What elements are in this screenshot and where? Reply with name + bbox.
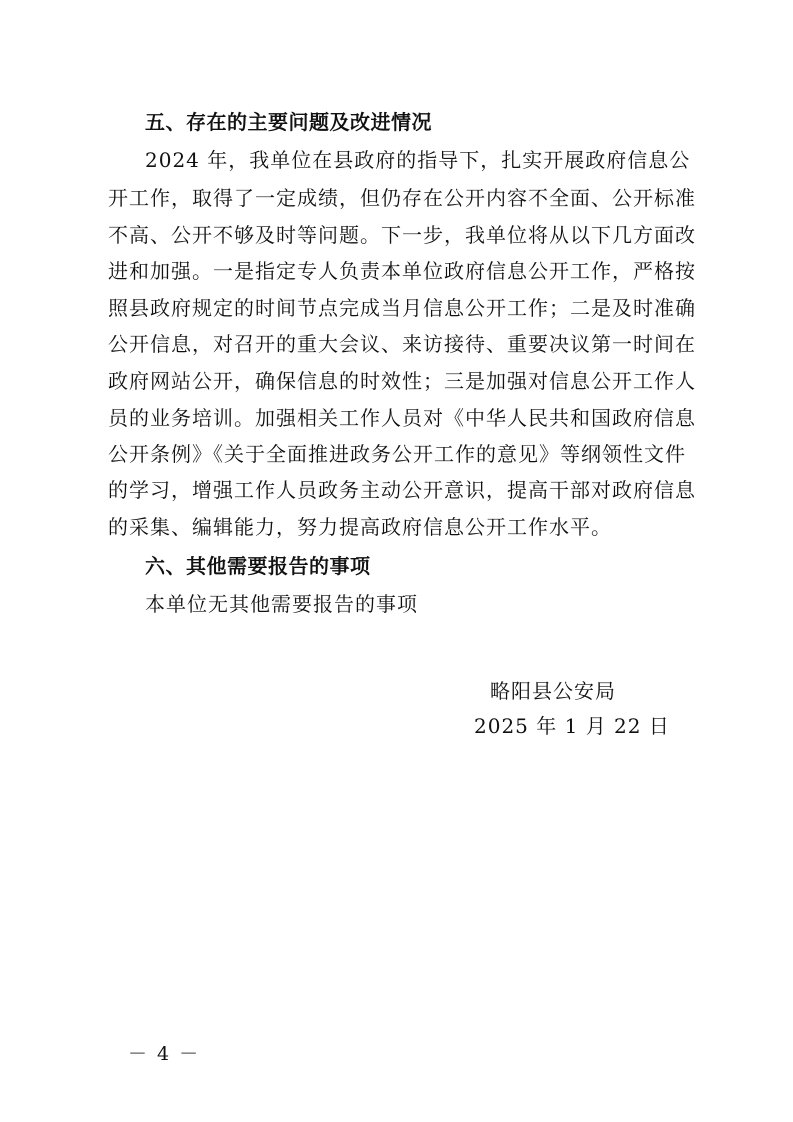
section-5-line-1: 2024 年，我单位在县政府的指导下，扎实开展政府信息公 [145,148,691,172]
section-5-line-9: 公开条例》《关于全面推进政务公开工作的意见》等纲领性文件 [108,442,686,466]
section-5-line-5: 照县政府规定的时间节点完成当月信息公开工作；二是及时准确 [108,296,696,320]
page-number: － 4 － [128,1043,201,1065]
section-5-line-11: 的采集、编辑能力，努力提高政府信息公开工作水平。 [108,515,612,539]
signature-organization: 略阳县公安局 [490,679,616,703]
section-5-line-4: 进和加强。一是指定专人负责本单位政府信息公开工作，严格按 [108,259,696,283]
section-5-line-10: 的学习，增强工作人员政务主动公开意识，提高干部对政府信息 [108,478,696,502]
section-6-heading: 六、其他需要报告的事项 [145,554,371,578]
section-5-line-6: 公开信息，对召开的重大会议、来访接待、重要决议第一时间在 [108,332,696,356]
section-6-body: 本单位无其他需要报告的事项 [145,592,418,616]
section-5-line-7: 政府网站公开，确保信息的时效性；三是加强对信息公开工作人 [108,369,696,393]
signature-date: 2025 年 1 月 22 日 [474,714,670,738]
section-5-line-8: 员的业务培训。加强相关工作人员对《中华人民共和国政府信息 [108,406,696,430]
section-5-line-3: 不高、公开不够及时等问题。下一步，我单位将从以下几方面改 [108,223,696,247]
section-5-heading: 五、存在的主要问题及改进情况 [145,110,432,134]
section-5-line-2: 开工作，取得了一定成绩，但仍存在公开内容不全面、公开标准 [108,186,696,210]
